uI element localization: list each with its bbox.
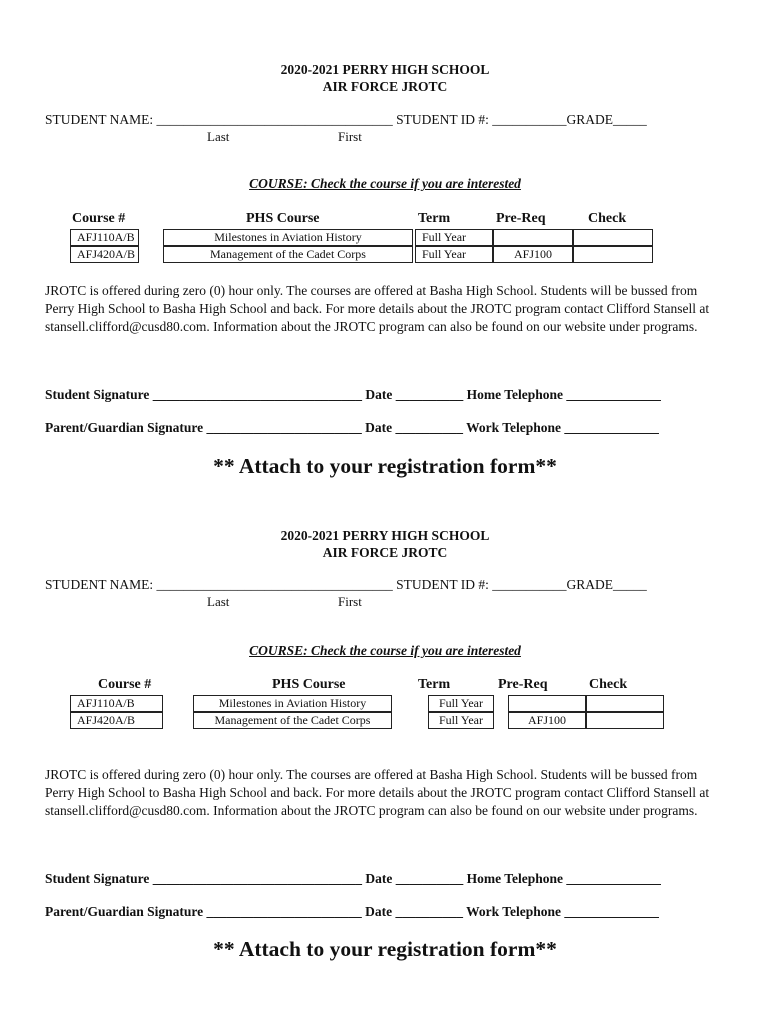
col-header-check: Check (589, 677, 628, 692)
course-code-cell: AFJ420A/B (70, 246, 139, 263)
student-signature-line[interactable]: Student Signature _______________________________ Date __________ Home Telephone ______________ (45, 871, 661, 886)
attach-notice: ** Attach to your registration form** (213, 937, 557, 961)
form-title-line1: 2020-2021 PERRY HIGH SCHOOL (280, 528, 490, 543)
form-title-line2: AIR FORCE JROTC (322, 79, 448, 94)
prereq-cell (508, 695, 586, 712)
course-code-cell: AFJ110A/B (70, 229, 139, 246)
term-cell: Full Year (428, 695, 494, 712)
check-box-cell[interactable] (573, 246, 653, 263)
term-cell: Full Year (415, 229, 493, 246)
phs-course-cell: Management of the Cadet Corps (193, 712, 392, 729)
col-header-phs-course: PHS Course (272, 677, 346, 692)
prereq-cell (493, 229, 573, 246)
col-header-term: Term (418, 211, 451, 226)
student-info-line[interactable]: STUDENT NAME: ___________________________________ STUDENT ID #: ___________GRADE_____ (45, 112, 647, 127)
check-box-cell[interactable] (573, 229, 653, 246)
col-header-course: Course # (98, 677, 152, 692)
name-first-label: First (338, 594, 362, 609)
attach-notice: ** Attach to your registration form** (213, 454, 557, 478)
check-box-cell[interactable] (586, 695, 664, 712)
col-header-course: Course # (72, 211, 126, 226)
name-last-label: Last (207, 129, 230, 144)
term-cell: Full Year (428, 712, 494, 729)
prereq-cell: AFJ100 (508, 712, 586, 729)
student-info-line[interactable]: STUDENT NAME: ___________________________________ STUDENT ID #: ___________GRADE_____ (45, 577, 647, 592)
term-cell: Full Year (415, 246, 493, 263)
course-heading: COURSE: Check the course if you are interested (249, 176, 521, 191)
course-heading: COURSE: Check the course if you are interested (249, 643, 521, 658)
phs-course-cell: Management of the Cadet Corps (163, 246, 413, 263)
check-box-cell[interactable] (586, 712, 664, 729)
col-header-prereq: Pre-Req (498, 677, 548, 692)
phs-course-cell: Milestones in Aviation History (193, 695, 392, 712)
name-first-label: First (338, 129, 362, 144)
form-title-line2: AIR FORCE JROTC (322, 545, 448, 560)
col-header-term: Term (418, 677, 451, 692)
parent-signature-line[interactable]: Parent/Guardian Signature _______________________ Date __________ Work Telephone ______________ (45, 904, 659, 919)
col-header-phs-course: PHS Course (246, 211, 320, 226)
info-paragraph: JROTC is offered during zero (0) hour only. The courses are offered at Basha High School. Students will be bussed from Perry High School to Basha High School and back. For more details about the JROTC program contact Clifford Stansell at stansell.clifford@cusd80.com. Information about the JROTC program can also be found on our website under programs. (45, 767, 710, 818)
col-header-prereq: Pre-Req (496, 211, 546, 226)
info-paragraph: JROTC is offered during zero (0) hour only. The courses are offered at Basha High School. Students will be bussed from Perry High School to Basha High School and back. For more details about the JROTC program contact Clifford Stansell at stansell.clifford@cusd80.com. Information about the JROTC program can also be found on our website under programs. (45, 283, 710, 334)
parent-signature-line[interactable]: Parent/Guardian Signature _______________________ Date __________ Work Telephone ______________ (45, 420, 659, 435)
col-header-check: Check (588, 211, 627, 226)
course-code-cell: AFJ420A/B (70, 712, 163, 729)
course-code-cell: AFJ110A/B (70, 695, 163, 712)
form-title-line1: 2020-2021 PERRY HIGH SCHOOL (280, 62, 490, 77)
student-signature-line[interactable]: Student Signature _______________________________ Date __________ Home Telephone ______________ (45, 387, 661, 402)
name-last-label: Last (207, 594, 230, 609)
prereq-cell: AFJ100 (493, 246, 573, 263)
phs-course-cell: Milestones in Aviation History (163, 229, 413, 246)
